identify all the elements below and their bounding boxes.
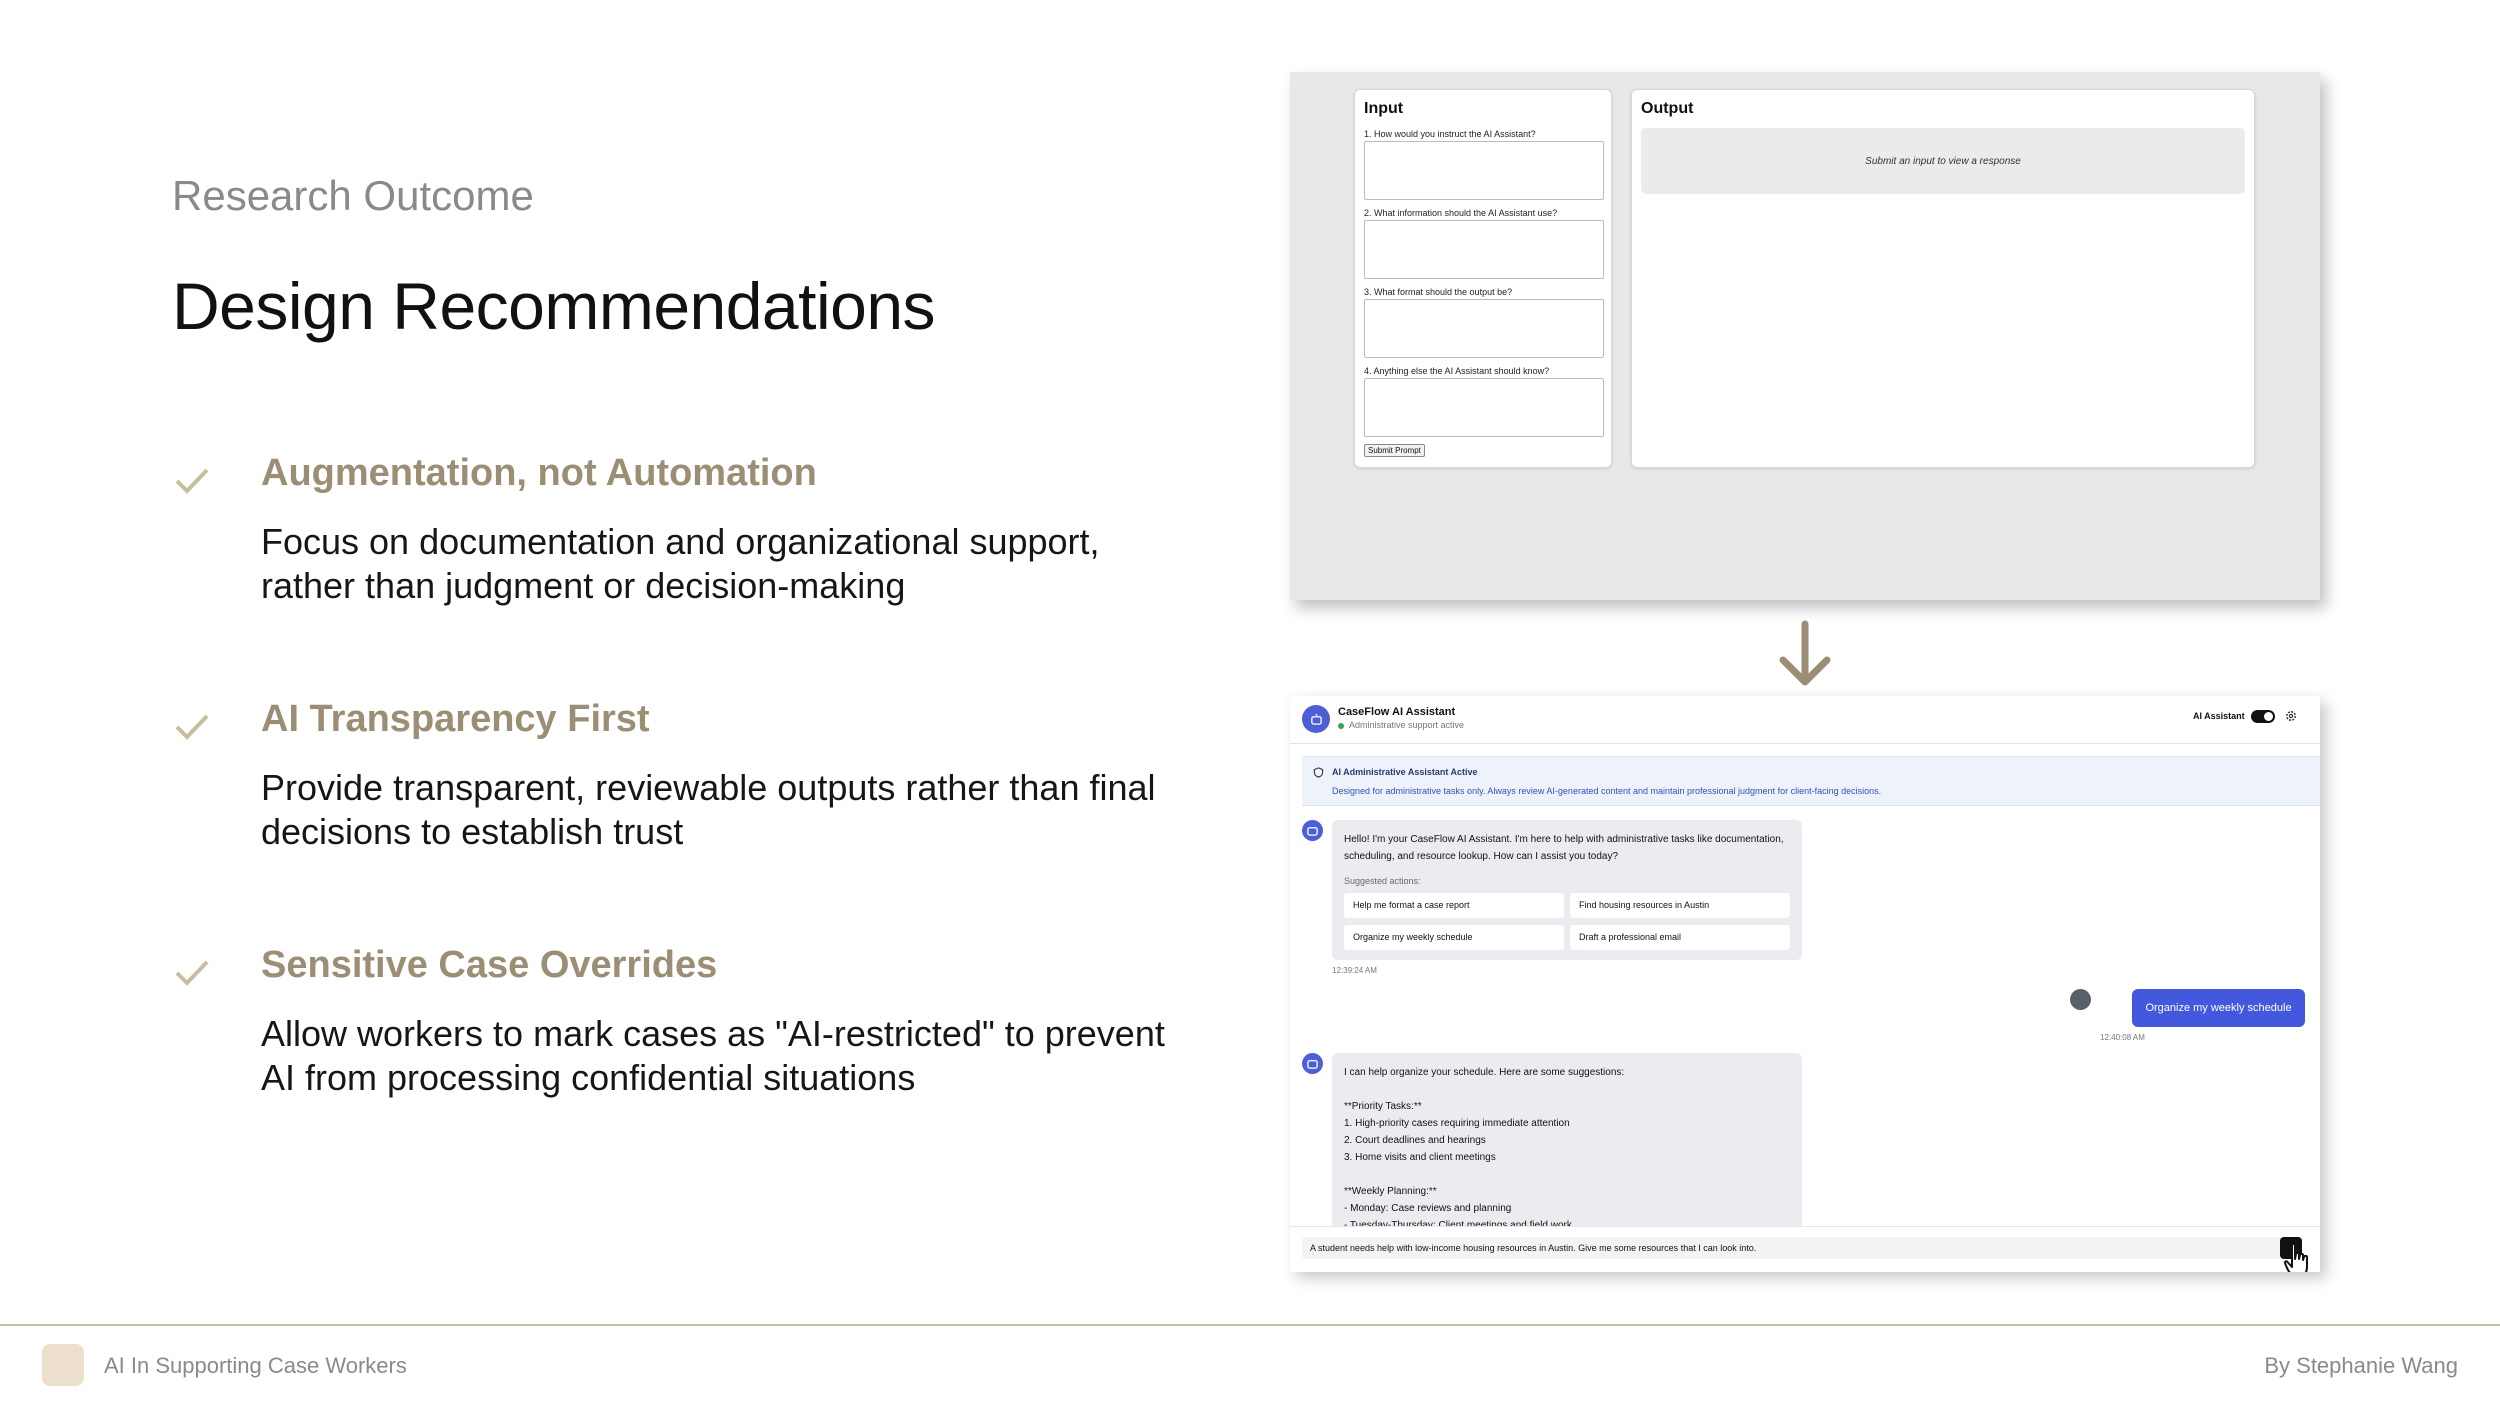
input-panel	[1354, 89, 1612, 468]
footer-author: By Stephanie Wang	[2264, 1353, 2458, 1378]
shield-icon	[1313, 767, 1324, 778]
recommendation-body: Focus on documentation and organizational support, rather than judgment or decision-making	[261, 521, 1100, 606]
output-panel	[1631, 89, 2255, 468]
banner-text: Designed for administrative tasks only. Always review AI-generated content and maintain professional judgment for client-facing decisions.	[1332, 786, 1882, 796]
logo	[42, 1344, 84, 1386]
timestamp: 12:39:24 AM	[1332, 966, 1377, 975]
output-placeholder: Submit an input to view a response	[1641, 128, 2245, 194]
input-panel-title: Input	[1364, 100, 1404, 117]
banner-title: AI Administrative Assistant Active	[1332, 767, 1478, 777]
recommendation-body: Provide transparent, reviewable outputs rather than final decisions to establish trust	[261, 767, 1156, 852]
suggestion-button[interactable]: Draft a professional email	[1570, 925, 1790, 950]
gear-icon[interactable]	[2284, 709, 2298, 723]
bot-icon	[1302, 705, 1330, 733]
arrow-down-icon	[1775, 620, 1835, 690]
ai-banner	[1302, 756, 2320, 806]
ai-assistant-toggle[interactable]	[2251, 710, 2275, 723]
before-screenshot	[1290, 72, 2320, 600]
footer-divider	[0, 1324, 2500, 1326]
information-textarea[interactable]	[1364, 220, 1604, 279]
check-icon	[172, 460, 212, 500]
question-label: 2. What information should the AI Assistant use?	[1364, 208, 1558, 218]
suggestion-button[interactable]: Help me format a case report	[1344, 893, 1564, 918]
eyebrow: Research Outcome	[172, 172, 534, 219]
status-dot	[1338, 723, 1344, 729]
status-text: Administrative support active	[1349, 720, 1465, 730]
output-panel-title: Output	[1641, 100, 1694, 117]
chat-input[interactable]: A student needs help with low-income housing resources in Austin. Give me some resources that I can look into.	[1302, 1237, 2292, 1259]
question-label: 1. How would you instruct the AI Assistant?	[1364, 129, 1536, 139]
other-textarea[interactable]	[1364, 378, 1604, 437]
recommendation-body: Allow workers to mark cases as "AI-restricted" to prevent AI from processing confidential situations	[261, 1013, 1165, 1098]
recommendation-title: AI Transparency First	[261, 698, 650, 740]
app-name: CaseFlow AI Assistant	[1338, 706, 1456, 718]
question-label: 4. Anything else the AI Assistant should know?	[1364, 366, 1550, 376]
instruction-textarea[interactable]	[1364, 141, 1604, 200]
submit-prompt-button[interactable]: Submit Prompt	[1364, 444, 1425, 457]
recommendation-title: Sensitive Case Overrides	[261, 944, 718, 986]
suggestion-button[interactable]: Find housing resources in Austin	[1570, 893, 1790, 918]
user-message: Organize my weekly schedule	[2132, 989, 2305, 1027]
chat-header	[1290, 696, 2320, 744]
bot-icon	[1302, 1053, 1323, 1074]
format-textarea[interactable]	[1364, 299, 1604, 358]
recommendation-title: Augmentation, not Automation	[261, 452, 817, 494]
suggested-actions-label: Suggested actions:	[1344, 876, 1421, 886]
user-avatar	[2070, 989, 2091, 1010]
chat-input-bar	[1290, 1226, 2320, 1272]
question-label: 3. What format should the output be?	[1364, 287, 1513, 297]
greeting-text: Hello! I'm your CaseFlow AI Assistant. I'm here to help with administrative tasks like documentation, scheduling, and resource lookup. How can I assist you today?	[1344, 834, 1784, 862]
footer-project-title: AI In Supporting Case Workers	[104, 1353, 407, 1378]
slide-title: Design Recommendations	[172, 269, 936, 343]
assistant-reply: I can help organize your schedule. Here are some suggestions: **Priority Tasks:** 1. High-priority cases requiring immediate attention 2. Court deadlines and hearings 3. Home visits and client meetings **Weekly Planning:** - Monday: Case reviews and planning	[1332, 1053, 1802, 1233]
check-icon	[172, 706, 212, 746]
hand-cursor-icon	[2283, 1242, 2317, 1272]
suggestion-button[interactable]: Organize my weekly schedule	[1344, 925, 1564, 950]
bot-icon	[1302, 820, 1323, 841]
after-screenshot	[1290, 696, 2320, 1272]
assistant-message	[1332, 820, 1802, 960]
timestamp: 12:40:08 AM	[2100, 1033, 2145, 1042]
ai-toggle-label: AI Assistant	[2193, 711, 2245, 721]
check-icon	[172, 952, 212, 992]
